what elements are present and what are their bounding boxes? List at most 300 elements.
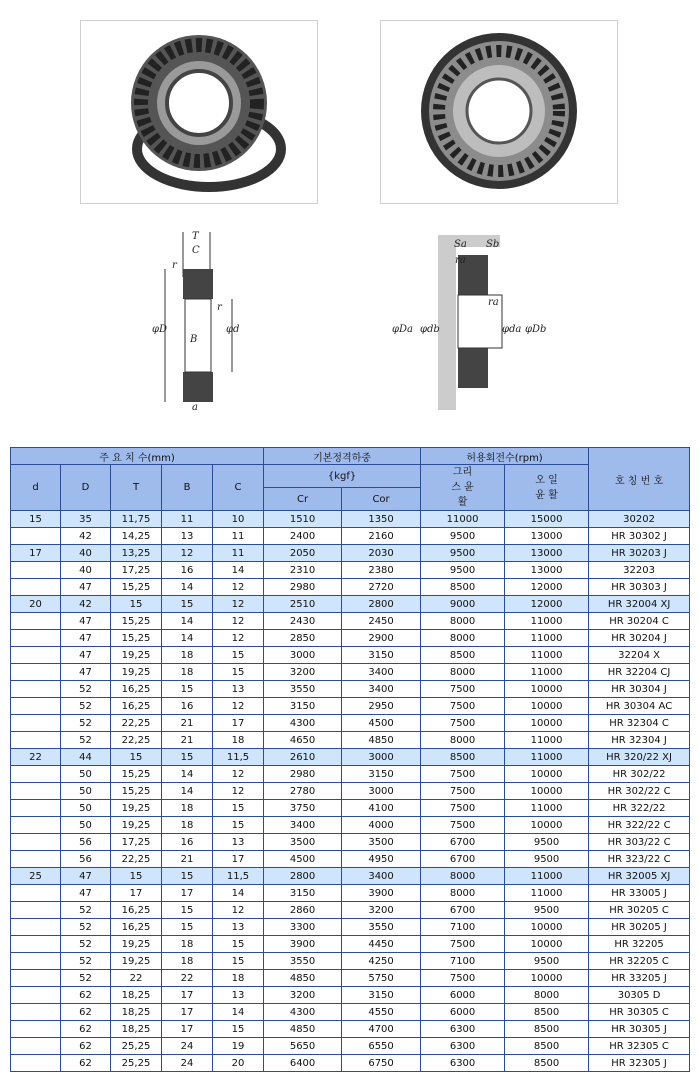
- cell-T: 22: [111, 970, 162, 987]
- cell-designation: HR 302/22: [589, 766, 690, 783]
- cell-cor: 3000: [342, 749, 421, 766]
- cell-grease-speed: 8000: [421, 613, 505, 630]
- cell-C: 17: [213, 715, 264, 732]
- table-row: [11, 732, 690, 749]
- cell-B: 16: [162, 834, 213, 851]
- cell-cor: 6550: [342, 1038, 421, 1055]
- cell-d: [11, 562, 61, 579]
- table-row: [11, 851, 690, 868]
- table-row: [11, 1038, 690, 1055]
- cell-B: 18: [162, 817, 213, 834]
- cell-designation: HR 32004 XJ: [589, 596, 690, 613]
- cell-T: 18,25: [111, 1004, 162, 1021]
- cell-B: 18: [162, 936, 213, 953]
- cell-T: 19,25: [111, 817, 162, 834]
- cell-C: 11,5: [213, 868, 264, 885]
- cell-oil-speed: 9500: [505, 902, 589, 919]
- header-T: T: [111, 465, 162, 511]
- cell-B: 15: [162, 681, 213, 698]
- cell-cor: 4700: [342, 1021, 421, 1038]
- cell-D: 47: [61, 613, 111, 630]
- cell-B: 18: [162, 800, 213, 817]
- svg-text:B: B: [190, 334, 198, 345]
- cell-B: 21: [162, 732, 213, 749]
- table-row: [11, 698, 690, 715]
- cell-grease-speed: 6700: [421, 902, 505, 919]
- cell-d: [11, 698, 61, 715]
- cell-grease-speed: 6000: [421, 1004, 505, 1021]
- svg-text:φDb: φDb: [525, 324, 547, 335]
- cell-B: 14: [162, 783, 213, 800]
- cell-cor: 2720: [342, 579, 421, 596]
- cell-T: 18,25: [111, 987, 162, 1004]
- cell-T: 16,25: [111, 681, 162, 698]
- cell-D: 62: [61, 987, 111, 1004]
- cell-B: 16: [162, 562, 213, 579]
- cell-cr: 2780: [264, 783, 342, 800]
- cell-C: 20: [213, 1055, 264, 1072]
- cell-d: [11, 613, 61, 630]
- cell-C: 15: [213, 936, 264, 953]
- table-row: [11, 613, 690, 630]
- cell-d: [11, 783, 61, 800]
- cell-D: 52: [61, 715, 111, 732]
- cell-cr: 3500: [264, 834, 342, 851]
- cell-grease-speed: 7500: [421, 715, 505, 732]
- cell-oil-speed: 10000: [505, 766, 589, 783]
- cell-B: 15: [162, 868, 213, 885]
- cell-D: 52: [61, 953, 111, 970]
- cell-oil-speed: 11000: [505, 800, 589, 817]
- cell-cor: 3550: [342, 919, 421, 936]
- cell-D: 56: [61, 851, 111, 868]
- cell-B: 14: [162, 766, 213, 783]
- cell-cor: 3150: [342, 647, 421, 664]
- table-row: [11, 902, 690, 919]
- cell-T: 15,25: [111, 579, 162, 596]
- cell-C: 13: [213, 919, 264, 936]
- header-B: B: [162, 465, 213, 511]
- bearing-spec-table: [10, 447, 690, 1072]
- cell-d: 15: [11, 511, 61, 528]
- cell-B: 15: [162, 749, 213, 766]
- cell-d: [11, 953, 61, 970]
- cell-designation: HR 302/22 C: [589, 783, 690, 800]
- cell-C: 19: [213, 1038, 264, 1055]
- cell-oil-speed: 11000: [505, 885, 589, 902]
- cell-grease-speed: 9500: [421, 528, 505, 545]
- cell-B: 14: [162, 579, 213, 596]
- cell-T: 19,25: [111, 936, 162, 953]
- table-row: [11, 562, 690, 579]
- cell-designation: HR 30204 J: [589, 630, 690, 647]
- cell-designation: HR 30205 C: [589, 902, 690, 919]
- cell-cr: 2860: [264, 902, 342, 919]
- cell-d: [11, 817, 61, 834]
- svg-text:ra: ra: [488, 297, 499, 308]
- table-row: [11, 970, 690, 987]
- cell-d: [11, 681, 61, 698]
- table-row: [11, 885, 690, 902]
- table-row: [11, 579, 690, 596]
- cell-C: 12: [213, 698, 264, 715]
- cell-grease-speed: 9000: [421, 596, 505, 613]
- cell-d: [11, 766, 61, 783]
- cell-cor: 4000: [342, 817, 421, 834]
- cell-d: [11, 936, 61, 953]
- cell-D: 62: [61, 1021, 111, 1038]
- cell-designation: HR 32304 J: [589, 732, 690, 749]
- cell-d: 25: [11, 868, 61, 885]
- cell-C: 15: [213, 800, 264, 817]
- header-load-unit: {kgf}: [264, 465, 421, 488]
- cell-designation: HR 33205 J: [589, 970, 690, 987]
- cell-grease-speed: 7500: [421, 783, 505, 800]
- svg-text:Sa: Sa: [454, 239, 467, 250]
- cell-oil-speed: 10000: [505, 970, 589, 987]
- cell-designation: HR 32305 C: [589, 1038, 690, 1055]
- table-row: [11, 1055, 690, 1072]
- cell-oil-speed: 10000: [505, 698, 589, 715]
- svg-text:φdb: φdb: [420, 324, 440, 335]
- cell-B: 15: [162, 902, 213, 919]
- cell-designation: HR 323/22 C: [589, 851, 690, 868]
- cell-C: 12: [213, 783, 264, 800]
- cell-D: 47: [61, 579, 111, 596]
- cell-cr: 2850: [264, 630, 342, 647]
- cell-D: 52: [61, 919, 111, 936]
- cell-d: [11, 579, 61, 596]
- cell-grease-speed: 7500: [421, 766, 505, 783]
- cell-cr: 3150: [264, 885, 342, 902]
- header-designation: 호 칭 번 호: [589, 448, 690, 511]
- cell-designation: HR 30203 J: [589, 545, 690, 562]
- cell-C: 14: [213, 562, 264, 579]
- cell-D: 52: [61, 936, 111, 953]
- cell-cr: 3150: [264, 698, 342, 715]
- cell-designation: HR 33005 J: [589, 885, 690, 902]
- cell-D: 52: [61, 902, 111, 919]
- table-row: [11, 834, 690, 851]
- cell-cr: 3000: [264, 647, 342, 664]
- cell-T: 14,25: [111, 528, 162, 545]
- cell-designation: HR 320/22 XJ: [589, 749, 690, 766]
- cell-d: 20: [11, 596, 61, 613]
- cell-cor: 4550: [342, 1004, 421, 1021]
- table-row: [11, 1021, 690, 1038]
- cell-C: 12: [213, 766, 264, 783]
- cell-cr: 2430: [264, 613, 342, 630]
- cell-B: 16: [162, 698, 213, 715]
- cell-D: 47: [61, 885, 111, 902]
- cell-T: 16,25: [111, 919, 162, 936]
- cell-B: 14: [162, 630, 213, 647]
- header-main-dimensions: 주 요 치 수(mm): [11, 448, 264, 465]
- cell-cor: 3000: [342, 783, 421, 800]
- cell-C: 14: [213, 885, 264, 902]
- cell-oil-speed: 8000: [505, 987, 589, 1004]
- cell-cor: 3400: [342, 681, 421, 698]
- cell-T: 15,25: [111, 766, 162, 783]
- cell-B: 24: [162, 1038, 213, 1055]
- cell-oil-speed: 10000: [505, 817, 589, 834]
- cell-designation: HR 32205 C: [589, 953, 690, 970]
- table-row: [11, 919, 690, 936]
- cell-grease-speed: 11000: [421, 511, 505, 528]
- cell-cr: 3400: [264, 817, 342, 834]
- cell-d: [11, 1055, 61, 1072]
- cell-C: 12: [213, 596, 264, 613]
- cell-grease-speed: 6000: [421, 987, 505, 1004]
- cell-d: [11, 630, 61, 647]
- cell-oil-speed: 13000: [505, 545, 589, 562]
- cell-T: 15,25: [111, 783, 162, 800]
- cell-grease-speed: 8500: [421, 749, 505, 766]
- table-row: [11, 545, 690, 562]
- cell-designation: 32204 X: [589, 647, 690, 664]
- table-row: [11, 511, 690, 528]
- cell-D: 56: [61, 834, 111, 851]
- cell-oil-speed: 10000: [505, 936, 589, 953]
- header-C: C: [213, 465, 264, 511]
- table-row: [11, 936, 690, 953]
- cell-D: 62: [61, 1038, 111, 1055]
- cell-oil-speed: 11000: [505, 664, 589, 681]
- table-row: [11, 987, 690, 1004]
- cell-D: 50: [61, 783, 111, 800]
- cell-D: 44: [61, 749, 111, 766]
- cell-oil-speed: 10000: [505, 715, 589, 732]
- svg-text:φda: φda: [502, 324, 522, 335]
- cell-cr: 4650: [264, 732, 342, 749]
- cell-D: 47: [61, 868, 111, 885]
- table-row: [11, 868, 690, 885]
- cell-C: 18: [213, 732, 264, 749]
- cell-cr: 4850: [264, 1021, 342, 1038]
- table-row: [11, 647, 690, 664]
- table-body: [11, 511, 690, 1072]
- cell-T: 17,25: [111, 834, 162, 851]
- cell-designation: HR 30305 J: [589, 1021, 690, 1038]
- cell-D: 52: [61, 698, 111, 715]
- cell-designation: 30305 D: [589, 987, 690, 1004]
- cell-grease-speed: 7500: [421, 970, 505, 987]
- cell-grease-speed: 6700: [421, 851, 505, 868]
- cell-T: 25,25: [111, 1055, 162, 1072]
- cell-cor: 2160: [342, 528, 421, 545]
- cell-cor: 5750: [342, 970, 421, 987]
- cell-d: [11, 885, 61, 902]
- cell-oil-speed: 11000: [505, 868, 589, 885]
- cell-T: 17,25: [111, 562, 162, 579]
- cell-oil-speed: 11000: [505, 749, 589, 766]
- cell-C: 12: [213, 579, 264, 596]
- cell-cor: 1350: [342, 511, 421, 528]
- cell-B: 24: [162, 1055, 213, 1072]
- cell-d: [11, 800, 61, 817]
- cell-cr: 2980: [264, 579, 342, 596]
- cell-B: 21: [162, 715, 213, 732]
- cell-cr: 1510: [264, 511, 342, 528]
- cell-D: 50: [61, 800, 111, 817]
- cell-D: 47: [61, 630, 111, 647]
- cell-d: [11, 851, 61, 868]
- cell-D: 62: [61, 1055, 111, 1072]
- cell-cor: 3400: [342, 868, 421, 885]
- cell-C: 13: [213, 834, 264, 851]
- cell-C: 15: [213, 953, 264, 970]
- cell-T: 22,25: [111, 732, 162, 749]
- svg-text:φd: φd: [226, 324, 240, 335]
- cell-C: 15: [213, 1021, 264, 1038]
- table-row: [11, 817, 690, 834]
- svg-text:φD: φD: [152, 324, 168, 335]
- cell-d: [11, 1004, 61, 1021]
- cell-cr: 4300: [264, 1004, 342, 1021]
- table-row: [11, 1004, 690, 1021]
- cell-T: 15: [111, 596, 162, 613]
- cell-cor: 4950: [342, 851, 421, 868]
- cell-B: 22: [162, 970, 213, 987]
- cell-cr: 4500: [264, 851, 342, 868]
- cell-oil-speed: 11000: [505, 613, 589, 630]
- cell-C: 15: [213, 647, 264, 664]
- cell-cr: 2800: [264, 868, 342, 885]
- cell-designation: HR 32305 J: [589, 1055, 690, 1072]
- cell-cr: 3550: [264, 681, 342, 698]
- cell-d: [11, 902, 61, 919]
- cell-d: [11, 919, 61, 936]
- cell-cor: 2950: [342, 698, 421, 715]
- cell-D: 40: [61, 545, 111, 562]
- cell-oil-speed: 8500: [505, 1004, 589, 1021]
- cell-C: 13: [213, 987, 264, 1004]
- cell-D: 42: [61, 528, 111, 545]
- cell-designation: HR 30302 J: [589, 528, 690, 545]
- cell-d: [11, 647, 61, 664]
- cell-C: 12: [213, 630, 264, 647]
- cell-B: 17: [162, 987, 213, 1004]
- bearing-dimension-diagram: [150, 222, 260, 417]
- cell-D: 62: [61, 1004, 111, 1021]
- cell-oil-speed: 8500: [505, 1021, 589, 1038]
- cell-C: 15: [213, 817, 264, 834]
- cell-designation: HR 322/22 C: [589, 817, 690, 834]
- cell-designation: HR 30305 C: [589, 1004, 690, 1021]
- table-row: [11, 664, 690, 681]
- cell-C: 18: [213, 970, 264, 987]
- cell-oil-speed: 13000: [505, 528, 589, 545]
- cell-T: 25,25: [111, 1038, 162, 1055]
- mounting-dimension-diagram: [390, 230, 560, 415]
- cell-B: 17: [162, 1021, 213, 1038]
- cell-d: [11, 970, 61, 987]
- cell-designation: HR 30303 J: [589, 579, 690, 596]
- cell-B: 15: [162, 596, 213, 613]
- header-D: D: [61, 465, 111, 511]
- cell-oil-speed: 12000: [505, 596, 589, 613]
- cell-D: 40: [61, 562, 111, 579]
- cell-C: 11: [213, 545, 264, 562]
- cell-cor: 2900: [342, 630, 421, 647]
- cell-d: [11, 715, 61, 732]
- header-oil: 오 일 윤 활: [505, 465, 589, 511]
- cell-grease-speed: 9500: [421, 545, 505, 562]
- header-Cor: Cor: [342, 488, 421, 511]
- cell-C: 17: [213, 851, 264, 868]
- cell-grease-speed: 7500: [421, 698, 505, 715]
- cell-C: 10: [213, 511, 264, 528]
- cell-T: 15: [111, 749, 162, 766]
- cell-designation: HR 32005 XJ: [589, 868, 690, 885]
- cell-d: [11, 834, 61, 851]
- cell-designation: HR 32204 CJ: [589, 664, 690, 681]
- cell-grease-speed: 8000: [421, 630, 505, 647]
- cell-cor: 3900: [342, 885, 421, 902]
- cell-B: 17: [162, 885, 213, 902]
- cell-designation: HR 30205 J: [589, 919, 690, 936]
- cell-oil-speed: 9500: [505, 953, 589, 970]
- cell-grease-speed: 6300: [421, 1038, 505, 1055]
- cell-grease-speed: 8000: [421, 664, 505, 681]
- header-d: d: [11, 465, 61, 511]
- svg-text:φDa: φDa: [392, 324, 413, 335]
- cell-T: 15,25: [111, 630, 162, 647]
- cell-B: 12: [162, 545, 213, 562]
- cell-d: [11, 1038, 61, 1055]
- cell-designation: 30202: [589, 511, 690, 528]
- cell-D: 52: [61, 732, 111, 749]
- cell-cor: 6750: [342, 1055, 421, 1072]
- cell-T: 13,25: [111, 545, 162, 562]
- svg-text:T: T: [192, 231, 199, 242]
- cell-oil-speed: 13000: [505, 562, 589, 579]
- cell-T: 19,25: [111, 953, 162, 970]
- cell-T: 11,75: [111, 511, 162, 528]
- header-limiting-speed: 허용회전수(rpm): [421, 448, 589, 465]
- cell-oil-speed: 10000: [505, 919, 589, 936]
- table-row: [11, 681, 690, 698]
- svg-text:C: C: [192, 245, 200, 256]
- cell-T: 16,25: [111, 902, 162, 919]
- cell-C: 14: [213, 1004, 264, 1021]
- cell-cor: 4450: [342, 936, 421, 953]
- table-row: [11, 766, 690, 783]
- cell-cr: 5650: [264, 1038, 342, 1055]
- cell-cor: 3200: [342, 902, 421, 919]
- cell-B: 13: [162, 528, 213, 545]
- table-row: [11, 800, 690, 817]
- cell-grease-speed: 7100: [421, 919, 505, 936]
- cell-d: 22: [11, 749, 61, 766]
- cell-cor: 4500: [342, 715, 421, 732]
- cell-cor: 3400: [342, 664, 421, 681]
- svg-text:ra: ra: [455, 255, 466, 266]
- cell-designation: HR 32304 C: [589, 715, 690, 732]
- cell-cor: 2030: [342, 545, 421, 562]
- table-row: [11, 783, 690, 800]
- cell-T: 17: [111, 885, 162, 902]
- cell-C: 12: [213, 613, 264, 630]
- cell-cr: 6400: [264, 1055, 342, 1072]
- cell-oil-speed: 11000: [505, 630, 589, 647]
- svg-text:a: a: [192, 402, 198, 413]
- header-Cr: Cr: [264, 488, 342, 511]
- cell-cor: 4850: [342, 732, 421, 749]
- cell-C: 11: [213, 528, 264, 545]
- cell-cor: 4250: [342, 953, 421, 970]
- svg-text:Sb: Sb: [486, 239, 500, 250]
